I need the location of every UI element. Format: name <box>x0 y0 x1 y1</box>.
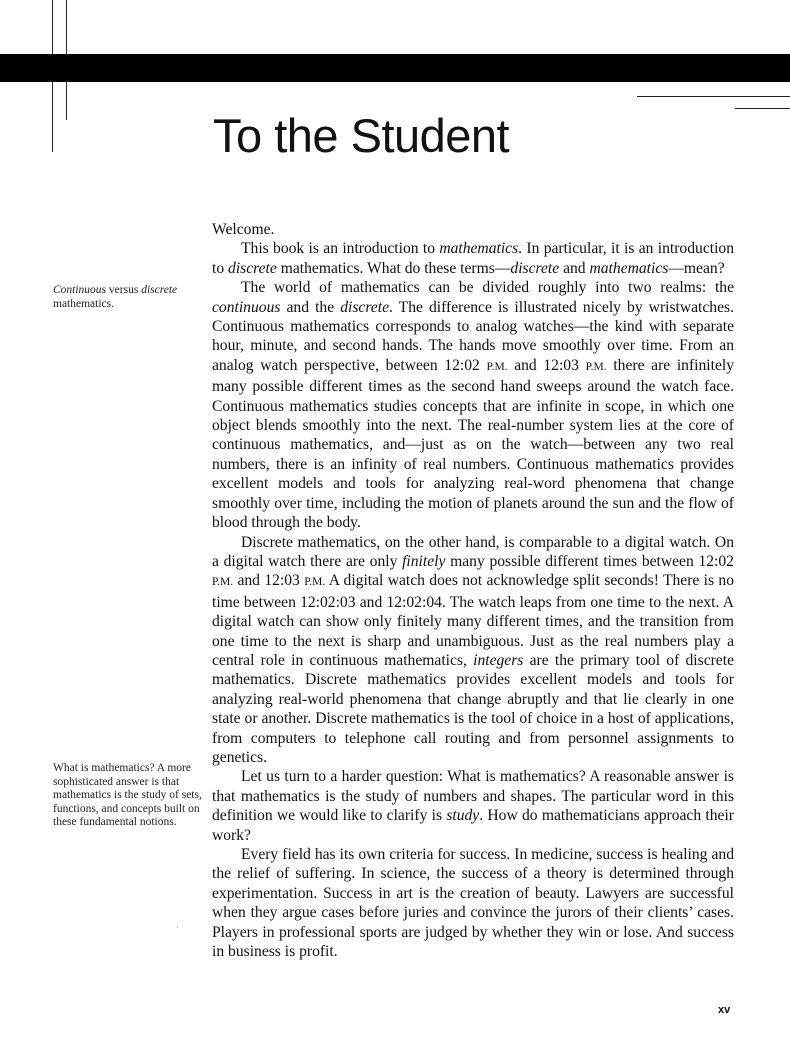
text-run: . How do mathematicians approach their work? <box>212 807 734 844</box>
header-bar <box>0 54 790 82</box>
text-run: and 12:03 <box>233 572 305 590</box>
text-run: versus <box>106 284 142 296</box>
emphasis-text: Continuous <box>53 284 107 296</box>
emphasis-text: discrete <box>510 259 560 277</box>
emphasis-text: discrete <box>228 259 277 277</box>
body-paragraph <box>212 767 734 845</box>
emphasis-text: discrete <box>340 298 389 316</box>
text-run: many possible different times between 12:02 <box>445 552 734 570</box>
body-paragraph <box>212 845 734 961</box>
text-run: there are infinitely many possible different times as the second hand sweeps around the watch face. Continuous mathematics studies concepts that are infinite in scope, in which one object blends smoothly into the next. The real-number system lies at the core of continuous mathematics, and—just as on the watch—between any two real numbers, there is an infinity of real numbers. Continuous mathematics provides excellent models and tools for analyzing real-word phenomena that change smoothly over time, including the motion of planets around the sun and the flow of blood through the body. <box>212 356 735 532</box>
text-run: . The difference is illustrated nicely by wristwatches. Continuous mathematics corresponds to analog watches—the kind with separate hour, minute, and second hands. The hands move smoothly over time. From an analog watch perspective, between 12:02 <box>212 298 734 374</box>
page-title: To the Student <box>213 109 510 162</box>
text-run: and the <box>280 298 341 316</box>
text-run: —mean? <box>668 259 725 277</box>
text-run: and <box>559 259 590 277</box>
speck-mark: ˙ <box>176 925 179 935</box>
emphasis-text: finitely <box>402 552 446 570</box>
body-paragraph <box>212 278 734 532</box>
text-run: . In particular, it is an introduction to <box>212 240 734 277</box>
text-run: mathematics. <box>53 297 114 310</box>
text-run: This book is an introduction to <box>241 240 440 258</box>
text-run: and 12:03 <box>507 356 586 374</box>
emphasis-text: discrete <box>141 284 178 296</box>
text-run: The world of mathematics can be divided roughly into two realms: the <box>241 279 734 297</box>
text-run: Let us turn to a harder question: What is mathematics? A reasonable answer is that mathematics is the study of numbers and shapes. The particular word in this definition we would like to clarify is <box>212 768 734 825</box>
emphasis-text: study <box>446 807 480 825</box>
time-suffix: P.M. <box>304 576 326 589</box>
rule-right-top <box>637 96 790 97</box>
rule-right-bottom <box>735 108 790 109</box>
emphasis-text: mathematics <box>439 240 519 258</box>
text-run: A digital watch does not acknowledge split seconds! There is no time between 12:02:03 and 12:02:04. The watch leaps from one time to the next. A digital watch can show only finitely many different times, and the transition from one time to the next is sharp and unambiguous. Just as the real numbers play a central role in continuous mathematics, <box>212 572 734 669</box>
text-run: What is mathematics? A more sophisticated answer is that mathematics is the study of sets, functions, and concepts built on these fundamental notions. <box>53 762 202 829</box>
page-number: xv <box>718 1004 731 1016</box>
text-run: Discrete mathematics, on the other hand, is comparable to a digital watch. On a digital watch there are only <box>212 533 734 570</box>
time-suffix: P.M. <box>212 576 234 589</box>
time-suffix: P.M. <box>585 360 607 373</box>
emphasis-text: integers <box>473 651 524 669</box>
body-paragraph <box>212 239 734 278</box>
time-suffix: P.M. <box>486 360 508 373</box>
body-text <box>212 220 734 961</box>
text-run: Welcome. <box>212 221 275 238</box>
emphasis-text: continuous <box>212 298 281 316</box>
text-run: are the primary tool of discrete mathematics. Discrete mathematics provides excellent models and tools for analyzing real-world phenomena that change abruptly and that lie clearly in one state or another. Discrete mathematics is the tool of choice in a host of applications, from computers to telephone call routing and from personnel assignments to genetics. <box>212 651 734 766</box>
body-paragraph <box>212 533 734 768</box>
text-run: mathematics. What do these terms— <box>276 259 511 277</box>
emphasis-text: mathematics <box>589 259 669 277</box>
text-run: Every field has its own criteria for success. In medicine, success is healing and the relief of suffering. In science, the success of a theory is determined through experimentation. Success in art is the creation of beauty. Lawyers are successful when they argue cases before juries and convince the jurors of their clients’ cases. Players in professional sports are judged by whether they win or lose. And success in business is profit. <box>212 846 734 961</box>
margin-note-what-is-mathematics <box>53 762 203 830</box>
body-paragraph <box>212 220 734 239</box>
margin-note-continuous-discrete <box>53 284 203 311</box>
